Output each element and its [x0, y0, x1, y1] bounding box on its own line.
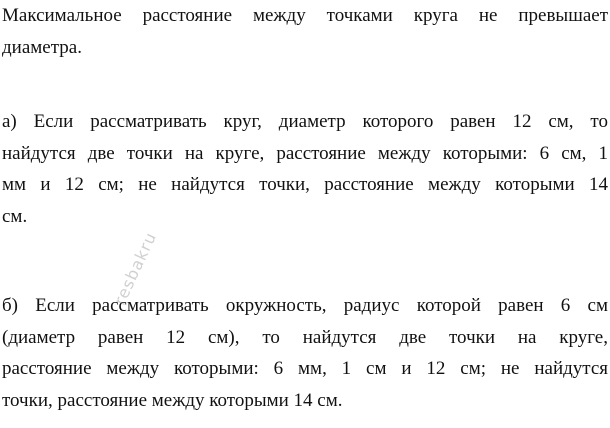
text-line: см. [2, 205, 28, 227]
text-line: (диаметр равен 12 см), то найдутся две точки на круге, [2, 326, 608, 348]
text-line: найдутся две точки на круге, расстояние между которыми: 6 см, 1 [2, 142, 608, 164]
paragraph-b [2, 290, 608, 416]
text-line: б) Если рассматривать окружность, радиус которой равен 6 см [2, 295, 608, 316]
paragraph-intro [2, 0, 608, 63]
text-line: диаметра. [2, 36, 82, 58]
text-line: а) Если рассматривать круг, диаметр которого равен 12 см, то [2, 111, 608, 132]
text-line: мм и 12 см; не найдутся точки, расстояние между которыми 14 [2, 174, 608, 195]
paragraph-a [2, 106, 608, 232]
watermark-logo: resbakru [110, 228, 161, 309]
text-line: расстояние между которыми: 6 мм, 1 см и 12 см; не найдутся [2, 358, 608, 379]
text-line: Максимальное расстояние между точками круга не превышает [2, 5, 608, 26]
text-line: точки, расстояние между которыми 14 см. [2, 389, 343, 411]
